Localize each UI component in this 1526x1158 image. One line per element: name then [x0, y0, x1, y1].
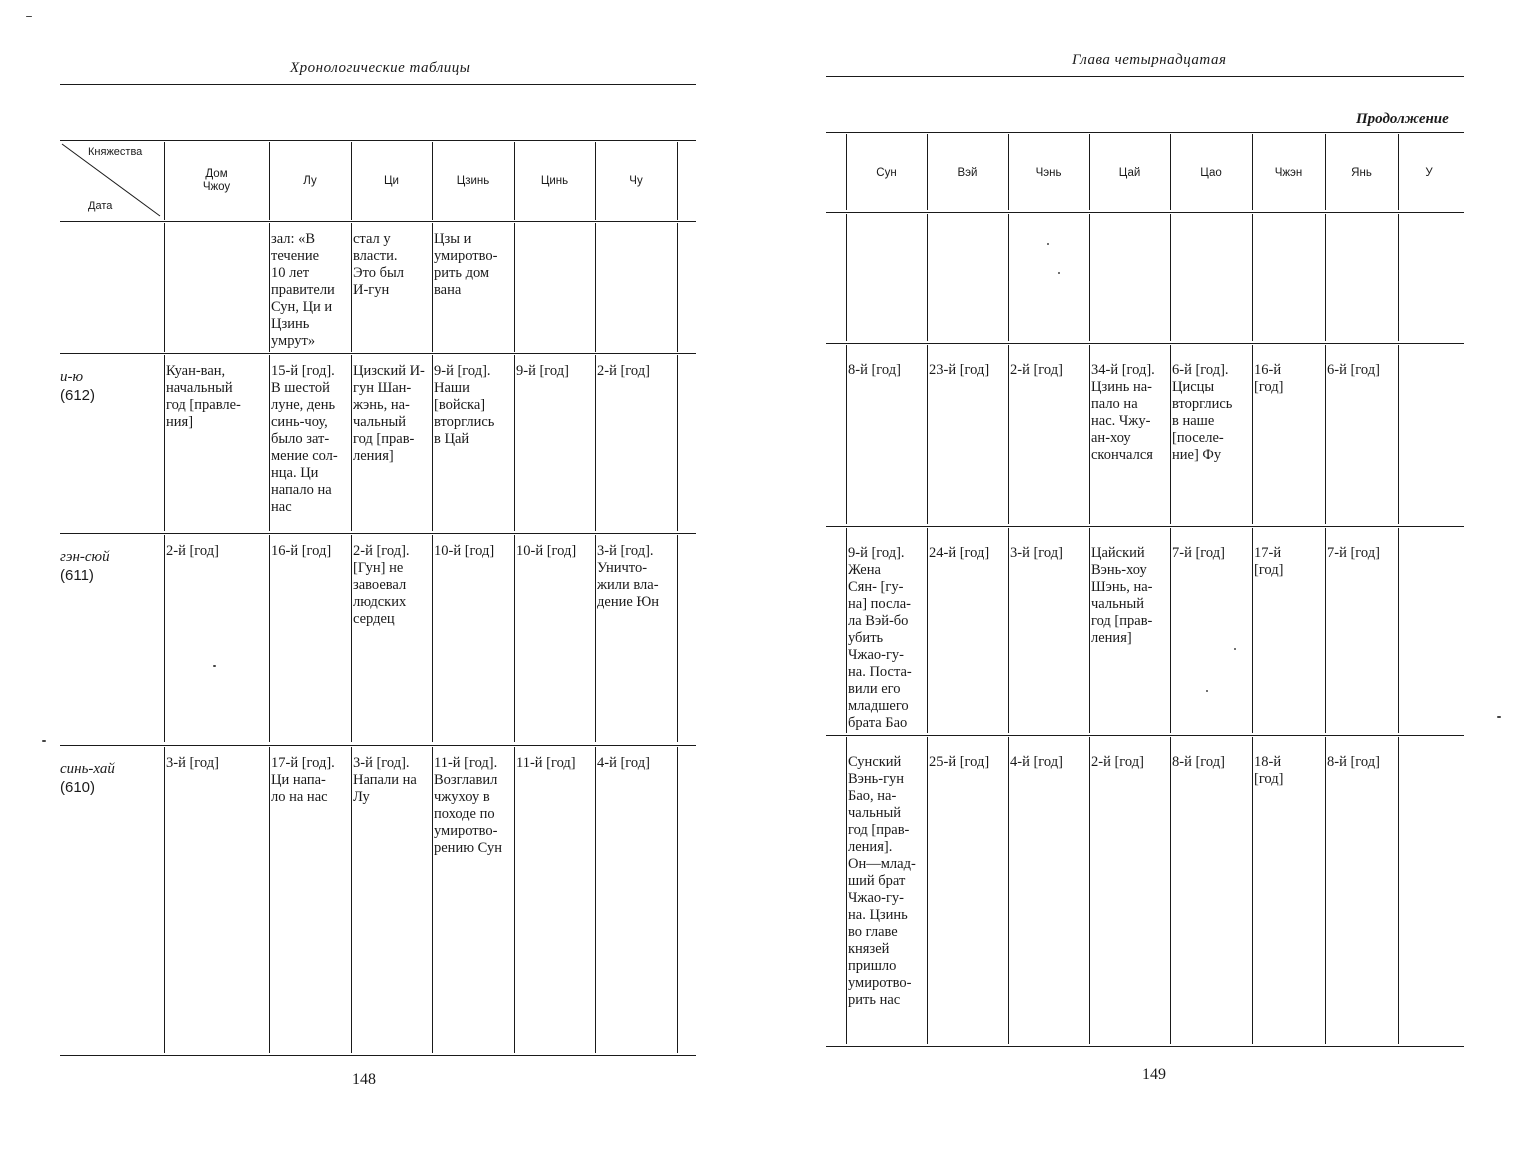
table-cell: 7-й [год]: [1327, 545, 1380, 561]
column-header: Сун: [876, 166, 897, 179]
column-line: [1089, 345, 1090, 524]
date-cell: [60, 761, 160, 796]
column-header: Дом Чжоу: [202, 168, 231, 193]
column-line: [677, 355, 678, 531]
right-head-rule: [826, 76, 1464, 77]
table-cell: 9-й [год]. Наши [войска] вторглись в Цай: [434, 363, 495, 447]
column-header: Цай: [1118, 166, 1141, 179]
table-cell: 25-й [год]: [929, 754, 990, 770]
table-cell: 17-й [год]. Ци напа- ло на нас: [271, 755, 335, 805]
table-cell: 2-й [год]: [597, 363, 650, 379]
left-head-rule: [60, 84, 696, 85]
table-cell: 2-й [год]: [1010, 362, 1063, 378]
table-rule: [60, 745, 696, 746]
table-cell: 9-й [год]: [516, 363, 569, 379]
column-line: [1252, 737, 1253, 1044]
table-cell: 16-й [год]: [1254, 362, 1284, 395]
column-line: [677, 747, 678, 1053]
column-header: Лу: [303, 174, 317, 187]
scan-speck: [1206, 690, 1208, 692]
column-line: [164, 355, 165, 531]
right-page-number: 149: [1142, 1066, 1166, 1083]
table-rule: [60, 140, 696, 141]
table-cell: Куан-ван, начальный год [правле- ния]: [166, 363, 241, 430]
column-line: [514, 747, 515, 1053]
column-line: [1398, 528, 1399, 733]
table-cell: 3-й [год]. Напали на Лу: [353, 755, 417, 805]
continuation-label: Продолжение: [1356, 111, 1449, 127]
table-cell: 7-й [год]: [1172, 545, 1225, 561]
date-cell: [60, 549, 160, 584]
column-line: [846, 528, 847, 733]
column-line: [1089, 528, 1090, 733]
column-line: [269, 355, 270, 531]
corner-label-principalities: Княжества: [88, 146, 143, 158]
table-cell: 2-й [год]: [1091, 754, 1144, 770]
column-line: [164, 223, 165, 352]
column-line: [1398, 345, 1399, 524]
column-line: [927, 528, 928, 733]
column-line: [269, 223, 270, 352]
table-rule: [826, 1046, 1464, 1047]
table-cell: 2-й [год]. [Гун] не завоевал людских сердец: [353, 543, 410, 627]
date-cell: [60, 369, 160, 404]
column-line: [432, 355, 433, 531]
column-line: [432, 223, 433, 352]
table-rule: [826, 132, 1464, 133]
table-cell: 17-й [год]: [1254, 545, 1284, 578]
column-line: [514, 223, 515, 352]
table-cell: 24-й [год]: [929, 545, 990, 561]
column-line: [1325, 214, 1326, 341]
column-line: [1089, 214, 1090, 341]
table-cell: зал: «В течение 10 лет правители Сун, Ци и Цзинь умрут»: [271, 231, 335, 349]
column-header: Цзинь: [456, 174, 490, 187]
column-line: [432, 535, 433, 742]
column-line: [351, 223, 352, 352]
column-line: [677, 535, 678, 742]
column-line: [351, 535, 352, 742]
table-cell: 2-й [год]: [166, 543, 219, 559]
table-cell: 3-й [год]. Уничто- жили вла- дение Юн: [597, 543, 660, 610]
column-line: [1398, 737, 1399, 1044]
table-rule: [60, 533, 696, 534]
table-cell: 16-й [год]: [271, 543, 332, 559]
column-line: [1170, 345, 1171, 524]
scan-speck: [1047, 243, 1049, 245]
right-page: [760, 0, 1526, 1158]
column-line: [846, 345, 847, 524]
scan-speck: [26, 16, 32, 17]
left-page-number: 148: [352, 1071, 376, 1088]
table-cell: 11-й [год]: [516, 755, 576, 771]
column-line: [846, 737, 847, 1044]
table-cell: 3-й [год]: [166, 755, 219, 771]
column-header: Вэй: [957, 166, 978, 179]
column-line: [595, 535, 596, 742]
table-cell: 6-й [год]. Цисцы вторглись в наше [поселе- ние] Фу: [1172, 362, 1233, 463]
scan-speck: [1234, 648, 1236, 650]
table-rule: [826, 526, 1464, 527]
column-line: [1325, 737, 1326, 1044]
column-line: [164, 747, 165, 1053]
scan-speck: [1497, 716, 1501, 718]
table-cell: 8-й [год]: [1172, 754, 1225, 770]
cyclic-year: синь-хай: [60, 761, 115, 777]
table-cell: 15-й [год]. В шестой луне, день синь-чоу, было зат- мение сол- нца. Ци напало на нас: [271, 363, 338, 515]
column-header: Чжэн: [1274, 166, 1303, 179]
column-line: [677, 223, 678, 352]
column-line: [432, 747, 433, 1053]
table-cell: 4-й [год]: [1010, 754, 1063, 770]
column-line: [1170, 214, 1171, 341]
right-running-head: Глава четырнадцатая: [1072, 52, 1227, 68]
table-cell: 10-й [год]: [434, 543, 495, 559]
table-cell: Цайский Вэнь-хоу Шэнь, на- чальный год [прав- ления]: [1091, 545, 1153, 646]
column-header: Ци: [384, 174, 399, 187]
column-line: [351, 747, 352, 1053]
column-header: Чу: [629, 174, 643, 187]
table-cell: 3-й [год]: [1010, 545, 1063, 561]
table-rule: [826, 735, 1464, 736]
table-cell: 10-й [год]: [516, 543, 577, 559]
table-rule: [60, 1055, 696, 1056]
column-line: [514, 355, 515, 531]
column-line: [1325, 345, 1326, 524]
table-cell: 18-й [год]: [1254, 754, 1284, 787]
column-line: [1008, 737, 1009, 1044]
left-page: [0, 0, 760, 1158]
column-header: У: [1425, 166, 1433, 179]
table-cell: Сунский Вэнь-гун Бао, на- чальный год [прав- ления]. Он—млад- ший брат Чжао-гу- на. Цзинь во главе князей пришло умиротво- рить нас: [848, 754, 916, 1008]
table-cell: 23-й [год]: [929, 362, 990, 378]
column-line: [927, 345, 928, 524]
cyclic-year: и-ю: [60, 369, 84, 385]
table-cell: 34-й [год]. Цзинь на- пало на нас. Чжу- ан-хоу скончался: [1091, 362, 1155, 463]
column-line: [1252, 528, 1253, 733]
column-line: [269, 535, 270, 742]
column-line: [1398, 214, 1399, 341]
column-line: [595, 355, 596, 531]
table-rule: [60, 221, 696, 222]
table-cell: 8-й [год]: [848, 362, 901, 378]
corner-label-date: Дата: [88, 200, 113, 212]
column-line: [927, 214, 928, 341]
column-line: [1252, 345, 1253, 524]
column-line: [1325, 528, 1326, 733]
column-line: [351, 355, 352, 531]
column-line: [1008, 345, 1009, 524]
column-line: [1170, 737, 1171, 1044]
column-line: [1008, 528, 1009, 733]
column-line: [514, 535, 515, 742]
table-cell: 6-й [год]: [1327, 362, 1380, 378]
column-line: [1008, 214, 1009, 341]
table-cell: Цзы и умиротво- рить дом вана: [434, 231, 498, 298]
year-bce: (612): [60, 386, 96, 404]
column-header: Янь: [1351, 166, 1372, 179]
year-bce: (611): [60, 566, 94, 584]
scan-speck: [42, 740, 46, 742]
table-cell: стал у власти. Это был И-гун: [353, 231, 404, 298]
column-line: [1170, 528, 1171, 733]
table-cell: Цизский И- гун Шан- жэнь, на- чальный год [прав- ления]: [353, 363, 425, 464]
column-line: [927, 737, 928, 1044]
column-line: [1252, 214, 1253, 341]
table-cell: 11-й [год]. Возглавил чжухоу в походе по умиротво- рению Сун: [434, 755, 502, 856]
column-line: [595, 223, 596, 352]
column-line: [164, 535, 165, 742]
table-rule: [60, 353, 696, 354]
column-line: [677, 142, 678, 220]
table-cell: 8-й [год]: [1327, 754, 1380, 770]
left-running-head: Хронологические таблицы: [290, 60, 471, 76]
column-line: [1089, 737, 1090, 1044]
column-header: Цинь: [540, 174, 569, 187]
scan-speck: [1058, 272, 1060, 274]
cyclic-year: гэн-сюй: [60, 549, 110, 565]
table-cell: 4-й [год]: [597, 755, 650, 771]
column-line: [846, 214, 847, 341]
column-line: [595, 747, 596, 1053]
column-header: Цао: [1200, 166, 1222, 179]
year-bce: (610): [60, 778, 96, 796]
table-rule: [826, 343, 1464, 344]
table-rule: [826, 212, 1464, 213]
scan-speck: [213, 665, 216, 667]
column-line: [269, 747, 270, 1053]
table-cell: 9-й [год]. Жена Сян- [гу- на] посла- ла Вэй-бо убить Чжао-гу- на. Поста- вили его младшего брата Бао: [848, 545, 912, 731]
column-header: Чэнь: [1035, 166, 1062, 179]
